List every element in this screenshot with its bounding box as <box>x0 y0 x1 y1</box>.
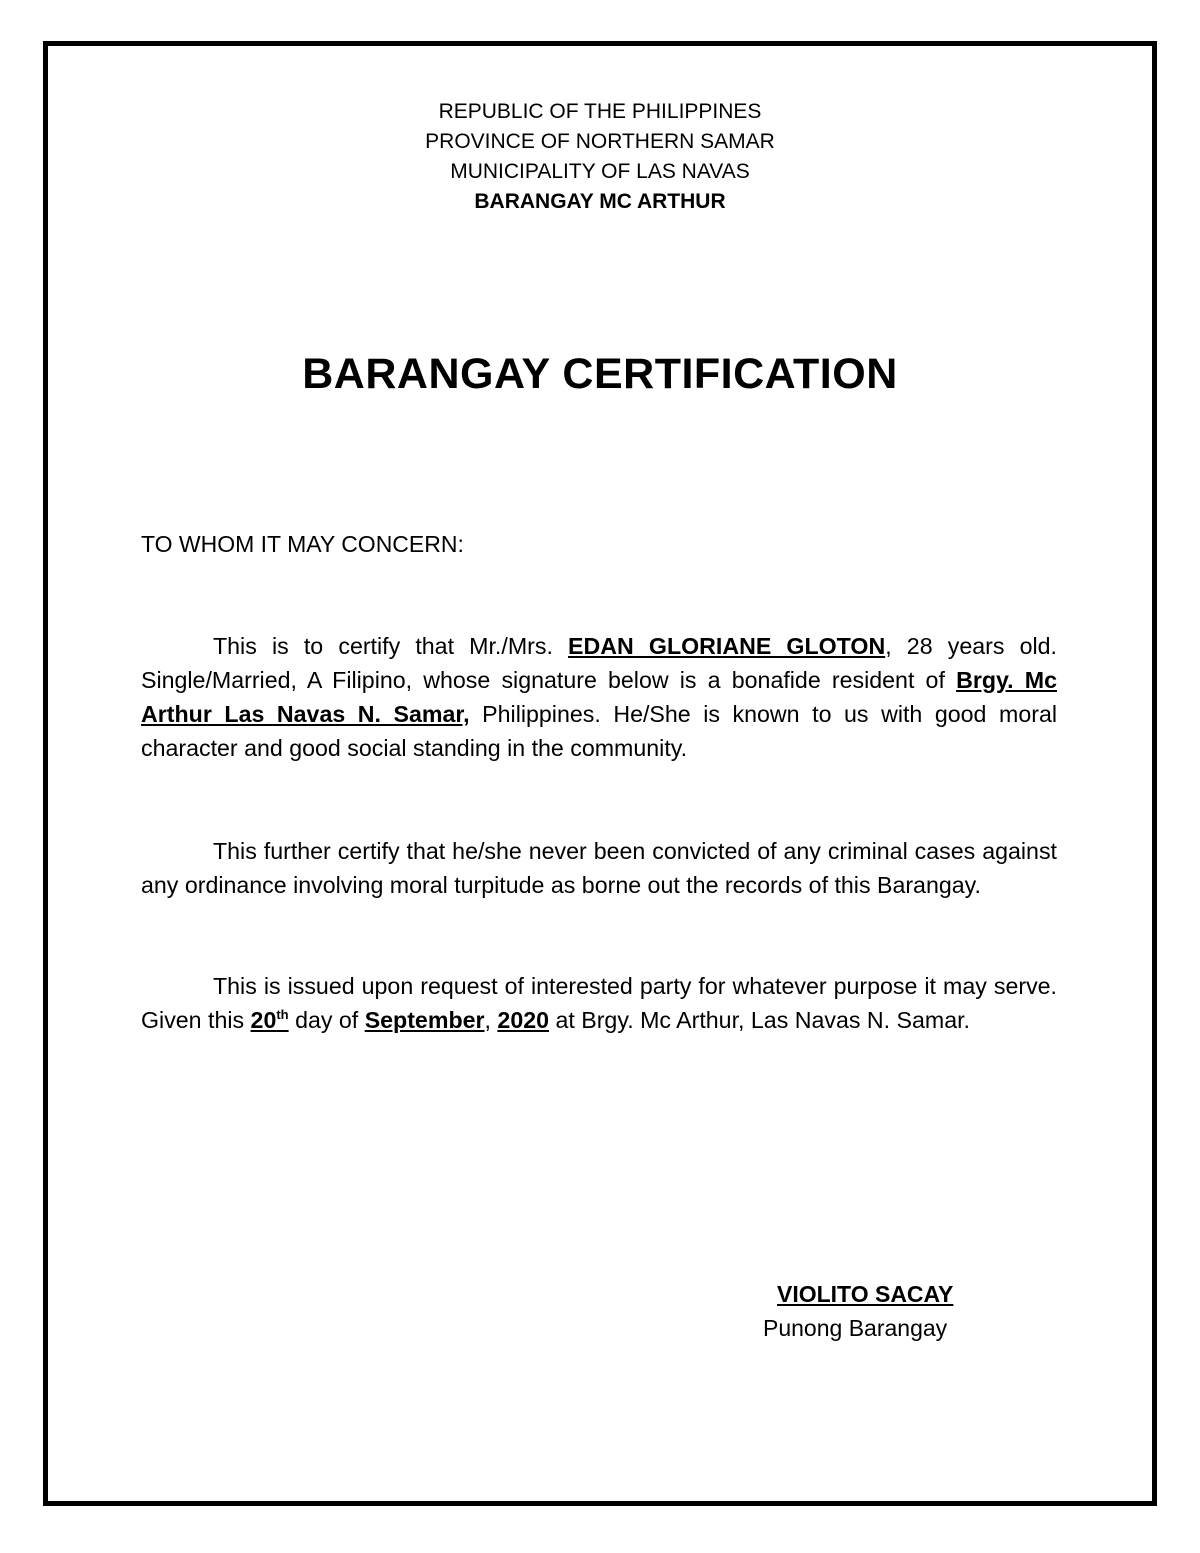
signatory-block <box>763 1277 953 1345</box>
header-country: REPUBLIC OF THE PHILIPPINES <box>438 100 762 123</box>
signatory-position: Punong Barangay <box>763 1315 948 1341</box>
page-border <box>43 41 1157 1506</box>
salutation: TO WHOM IT MAY CONCERN: <box>141 531 464 557</box>
paragraph3-comma: , <box>484 1007 498 1033</box>
paragraph1-details: , 28 years old. Single/Married, A Filipino, whose signature below is a bonafide resident of <box>141 633 1057 693</box>
resident-address: Brgy. Mc Arthur Las Navas N. Samar, <box>141 667 1058 727</box>
header-barangay: BARANGAY MC ARTHUR <box>474 190 726 213</box>
header-province: PROVINCE OF NORTHERN SAMAR <box>425 130 775 153</box>
paragraph1-closing: Philippines. He/She is known to us with good moral character and good social standing in the community. <box>141 701 1057 761</box>
document-title: BARANGAY CERTIFICATION <box>302 350 898 398</box>
document-header <box>0 97 1200 217</box>
issuance-paragraph <box>141 969 1057 1037</box>
paragraph1-intro: This is to certify that Mr./Mrs. <box>213 633 569 659</box>
header-municipality: MUNICIPALITY OF LAS NAVAS <box>450 160 750 183</box>
paragraph2-text: This further certify that he/she never been convicted of any criminal cases against any ordinance involving moral turpitude as borne out the records of this Barangay. <box>141 838 1057 898</box>
paragraph3-intro: This is issued upon request of interested party for whatever purpose it may serve. Given this <box>141 973 1057 1033</box>
record-paragraph <box>141 834 1057 902</box>
paragraph3-day-of: day of <box>288 1007 365 1033</box>
issue-month: September <box>364 1007 485 1033</box>
issue-day-number: 20 <box>250 1007 277 1033</box>
certification-paragraph <box>141 629 1057 765</box>
issue-day-suffix: th <box>276 1007 289 1022</box>
paragraph3-location: at Brgy. Mc Arthur, Las Navas N. Samar. <box>549 1007 970 1033</box>
issue-day <box>251 1007 289 1033</box>
issue-year: 2020 <box>497 1007 550 1033</box>
signatory-name: VIOLITO SACAY <box>777 1281 954 1307</box>
resident-name: EDAN GLORIANE GLOTON <box>568 633 886 659</box>
